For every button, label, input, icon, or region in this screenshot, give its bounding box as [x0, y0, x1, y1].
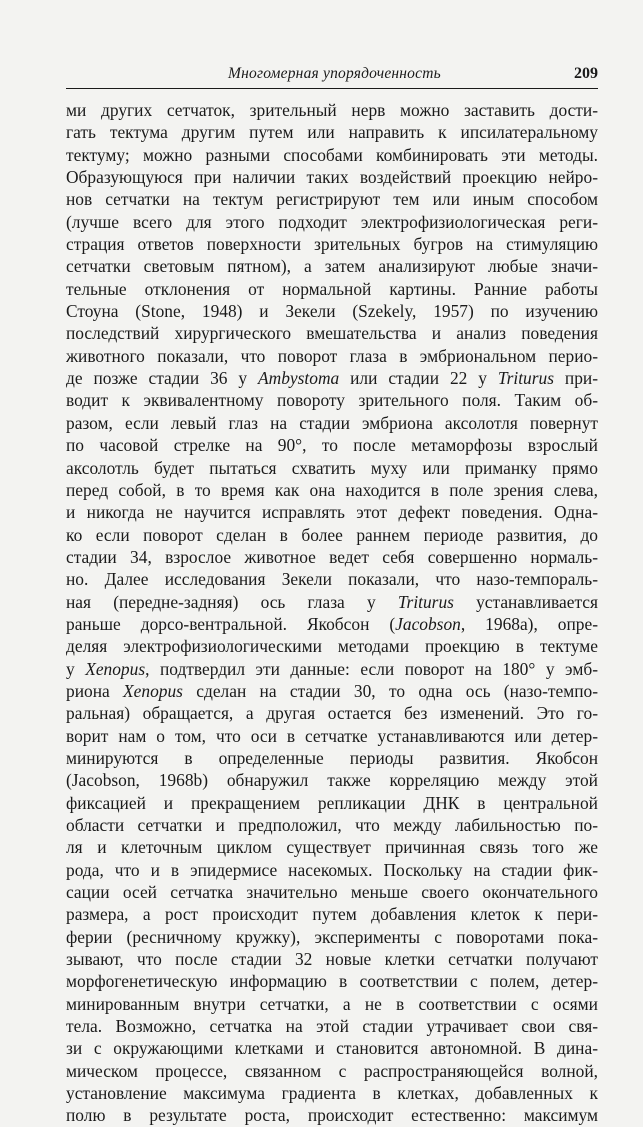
text-run: установление максимума градиента в клетках, добавленных к [66, 1083, 598, 1104]
text-line [66, 635, 598, 657]
text-run: минируются в определенные периоды развития. Якобсон [66, 747, 598, 768]
italic-term: Triturus [497, 368, 554, 389]
text-line [66, 1015, 598, 1037]
running-title: Многомерная упорядоченность [228, 65, 441, 82]
text-line [66, 680, 598, 702]
text-run: Стоуна (Stone, 1948) и Зекели (Szekely, 1957) по изучению [66, 301, 598, 322]
text-line [66, 255, 598, 277]
text-line [66, 233, 598, 255]
text-run: страция ответов поверхности зрительных бугров на стимуляцию [66, 234, 598, 255]
text-line [66, 613, 598, 635]
text-run: Образующуюся при наличии таких воздействий проекцию нейро- [66, 167, 598, 188]
text-run: , подтвердил эти данные: если поворот на 180° у эмб- [145, 658, 598, 679]
text-run: раньше дорсо-вентральной. Якобсон ( [66, 613, 396, 634]
text-line [66, 769, 598, 791]
text-run: минированным внутри сетчатки, а не в соответствии с осями [66, 993, 598, 1014]
text-run: риона [66, 680, 124, 701]
text-run: животного показали, что поворот глаза в эмбриональном перио- [66, 345, 598, 366]
text-line [66, 1104, 598, 1126]
text-line [66, 412, 598, 434]
italic-term: Xenopus [85, 658, 146, 679]
text-run: полю в результате роста, происходит естественно: максимум [66, 1105, 598, 1126]
header-rule [66, 88, 598, 89]
text-line [66, 524, 598, 546]
text-run: по часовой стрелке на 90°, то после метаморфозы взрослый [66, 435, 598, 456]
text-line [66, 926, 598, 948]
text-run: сации осей сетчатка значительно меньше своего окончательного [66, 882, 598, 903]
text-line [66, 970, 598, 992]
text-run: рода, что и в эпидермисе насекомых. Поскольку на стадии фик- [66, 859, 598, 880]
text-line [66, 99, 598, 121]
text-line [66, 903, 598, 925]
text-line [66, 300, 598, 322]
text-run: области сетчатки и предположил, что между лабильностью по- [66, 815, 598, 835]
text-run: ферии (ресничному кружку), эксперименты с поворотами пока- [66, 926, 598, 947]
italic-term: Xenopus [123, 680, 183, 701]
text-line [66, 591, 598, 613]
text-line [66, 457, 598, 479]
text-line [66, 345, 598, 367]
text-run: водит к эквивалентному повороту зрительного поля. Таким об- [66, 390, 598, 411]
text-run: (Jacobson, 1968b) обнаружил также корреляцию между этой [66, 770, 598, 791]
text-run: ворит нам о том, что оси в сетчатке устанавливаются или детер- [66, 725, 598, 746]
text-run: сетчатки световым пятном), а затем анализируют любые значи- [66, 256, 598, 277]
text-run: аксолотль будет пытаться схватить муху или приманку прямо [66, 457, 598, 478]
text-line [66, 747, 598, 769]
text-line [66, 702, 598, 724]
text-run: фиксацией и прекращением репликации ДНК в центральной [66, 792, 598, 813]
running-header [66, 62, 598, 86]
text-run: или стадии 22 у [339, 368, 498, 389]
text-run: перед собой, в то время как она находится в поле зрения слева, [66, 479, 598, 500]
text-line [66, 479, 598, 501]
text-run: и никогда не научится исправлять этот дефект поведения. Одна- [66, 502, 598, 523]
text-line [66, 278, 598, 300]
text-run: у [66, 658, 86, 679]
text-run: (лучше всего для этого подходит электрофизиологическая реги- [66, 211, 598, 232]
text-line [66, 725, 598, 747]
text-line [66, 568, 598, 590]
page-number: 209 [574, 65, 598, 82]
text-run: стадии 34, взрослое животное ведет себя совершенно нормаль- [66, 546, 598, 567]
text-run: деляя электрофизиологическими методами проекцию в тектуме [66, 636, 598, 657]
text-line [66, 121, 598, 143]
text-line [66, 1060, 598, 1082]
text-line [66, 792, 598, 814]
text-line [66, 859, 598, 881]
text-line [66, 434, 598, 456]
text-line [66, 546, 598, 568]
text-line [66, 1037, 598, 1059]
body-text [66, 99, 598, 1127]
text-line [66, 188, 598, 210]
text-line [66, 881, 598, 903]
text-line [66, 501, 598, 523]
text-run: но. Далее исследования Зекели показали, что назо-темпораль- [66, 569, 598, 590]
text-run: зывают, что после стадии 32 новые клетки сетчатки получают [66, 949, 598, 970]
text-run: , 1968a), опре- [460, 613, 599, 634]
italic-term: Triturus [397, 591, 454, 612]
italic-term: Jacobson [395, 613, 461, 634]
text-run: гать тектума другим путем или направить к ипсилатеральному [66, 122, 598, 143]
text-run: размера, а рост происходит путем добавления клеток к пери- [66, 904, 598, 925]
text-line [66, 836, 598, 858]
text-run: сделан на стадии 30, то одна ось (назо-темпо- [182, 680, 598, 701]
text-line [66, 144, 598, 166]
italic-term: Ambystoma [258, 368, 340, 389]
text-run: де позже стадии 36 у [66, 368, 259, 389]
text-run: устанавливается [453, 591, 598, 612]
text-run: последствий хирургического вмешательства и анализ поведения [66, 323, 598, 344]
text-line [66, 658, 598, 680]
text-run: мическом процессе, связанном с распространяющейся волной, [66, 1060, 598, 1081]
text-run: тельные отклонения от нормальной картины. Ранние работы [66, 278, 598, 299]
text-run: ля и клеточным циклом существует причинная связь того же [66, 837, 598, 858]
text-run: тела. Возможно, сетчатка на этой стадии утрачивает свои свя- [66, 1016, 598, 1037]
text-run: ральная) обращается, а другая остается без изменений. Это го- [66, 703, 598, 724]
text-run: ми других сетчаток, зрительный нерв можно заставить дости- [66, 100, 598, 120]
text-run: при- [553, 368, 599, 389]
text-line [66, 211, 598, 233]
text-line [66, 322, 598, 344]
text-line [66, 389, 598, 411]
text-line [66, 814, 598, 836]
text-run: ко если поворот сделан в более раннем периоде развития, до [66, 524, 598, 545]
text-run: нов сетчатки на тектум регистрируют тем или иным способом [66, 189, 598, 210]
text-line [66, 1082, 598, 1104]
text-line [66, 166, 598, 188]
text-run: тектуму; можно разными способами комбинировать эти методы. [66, 144, 598, 165]
text-line [66, 367, 598, 389]
text-run: ная (передне-задняя) ось глаза у [66, 591, 398, 612]
text-run: зи с окружающими клетками и становится автономной. В дина- [66, 1038, 598, 1059]
text-run: морфогенетическую информацию в соответствии с полем, детер- [66, 971, 598, 992]
text-run: разом, если левый глаз на стадии эмбриона аксолотля повернут [66, 412, 598, 433]
text-line [66, 993, 598, 1015]
text-line [66, 948, 598, 970]
